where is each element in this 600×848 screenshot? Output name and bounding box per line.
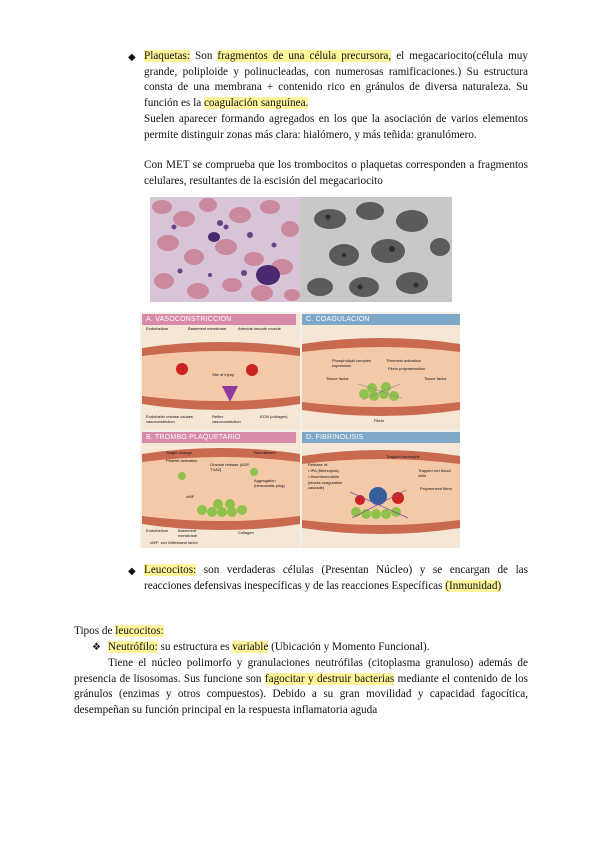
label: vWF [186, 494, 195, 499]
platelets-paragraph: Plaquetas: Son fragmentos de una célula precursora, el megacariocito(célula muy grande, poliploide y polinucleadas, con numerosas ramificaciones.) Su estructura consta de una membrana + contenido rico en gránulos de diversa naturaleza. Su función es la coagulación sanguínea. [144, 50, 528, 109]
label: Basement membrane [188, 326, 227, 331]
hemostasis-diagram [140, 312, 460, 548]
label: Endothelium [146, 528, 169, 533]
platelets-aggregates-paragraph: Suelen aparecer formando agregados en los que la asociación de varios elementos permite distinguir zonas más clara: hialómero, y más teñida: granulómero. [144, 113, 528, 141]
label: Tissue factor [326, 376, 349, 381]
electron-micrograph [300, 197, 452, 302]
neutrophil-marker-icon: ❖ [92, 642, 101, 653]
bullet-diamond-icon: ◆ [128, 52, 136, 63]
label: (blocks coagulation cascade) [308, 480, 343, 490]
label: Arteriole smooth muscle [238, 326, 281, 331]
label: Reflex vasoconstriction [212, 414, 241, 424]
label: Shape change [166, 450, 192, 455]
platelets-met-paragraph: Con MET se comprueba que los trombocitos o plaquetas corresponden a fragmentos celulares, resultantes de la escisión del megacariocito [144, 159, 528, 187]
label: • tPA (fibrinolysis) [308, 468, 339, 473]
label: Fibrin [374, 418, 385, 423]
types-heading: Tipos de leucocitos: [74, 625, 164, 637]
panel-d-fibrinolysis [302, 432, 460, 548]
label: Endothelin release causes vasoconstriction [146, 414, 193, 424]
neutrophil-paragraph: Tiene el núcleo polimorfo y granulaciones neutrófilas (citoplasma granuloso) además de presencia de lisosomas. Sus funcione son fagocitar y destruir bacterias mediante el contenido de los gránulos (enzimas y otros compuestos). Debido a su gran movilidad y capacidad fagocítica, desempeñan su función principal en la respuesta inflamatoria aguda [74, 657, 529, 716]
panel-title: C. COAGULACION [302, 314, 460, 325]
panel-title: A. VASOCONSTRICCION [142, 314, 296, 325]
label: Endothelium [146, 326, 169, 331]
label: Tissue factor [424, 376, 447, 381]
label: Basement membrane [178, 528, 198, 538]
neutrophil-heading: Neutrófilo: su estructura es variable (Ubicación y Momento Funcional). [108, 641, 430, 653]
leukocytes-paragraph: Leucocitos: son verdaderas células (Presentan Núcleo) y se encargan de las reacciones defensivas inespecíficas y de las reacciones Específicas (Inmunidad) [144, 564, 528, 592]
label: Release of: [308, 462, 329, 467]
label: Phospholipid complex expression [332, 358, 371, 368]
light-micrograph [150, 197, 300, 302]
label: Platelet activation [166, 458, 198, 463]
label: Granule release (ADP, TXA2) [210, 462, 250, 472]
label: • thrombomodulin [308, 474, 340, 479]
panel-title: D. FIBRINOLISIS [302, 432, 460, 443]
label: Collagen [238, 530, 254, 535]
label: Aggregation (hemostatic plug) [254, 478, 285, 488]
label: Trapped red blood cells [418, 468, 451, 478]
label: vWF: von Willebrand factor [150, 540, 198, 545]
label: Site of injury [212, 372, 235, 377]
label: Polymerized fibrin [420, 486, 452, 491]
panel-a-vasoconstriction [142, 314, 300, 430]
label: ECM (collagen) [260, 414, 288, 419]
label: Fibrin polymerization [388, 366, 425, 371]
platelets-label: Plaquetas: [144, 50, 190, 62]
label: Recruitment [254, 450, 276, 455]
panel-b-platelet-thrombus [142, 432, 300, 548]
label: Trapped neutrophil [386, 454, 420, 459]
leukocytes-label: Leucocitos: [144, 564, 197, 576]
panel-title: B. TROMBO PLAQUETARIO [142, 432, 296, 443]
panel-c-coagulation [302, 314, 460, 430]
label: Thrombin activation [386, 358, 421, 363]
vessel-c-illustration [302, 314, 460, 430]
bullet-diamond-icon: ◆ [128, 566, 136, 577]
